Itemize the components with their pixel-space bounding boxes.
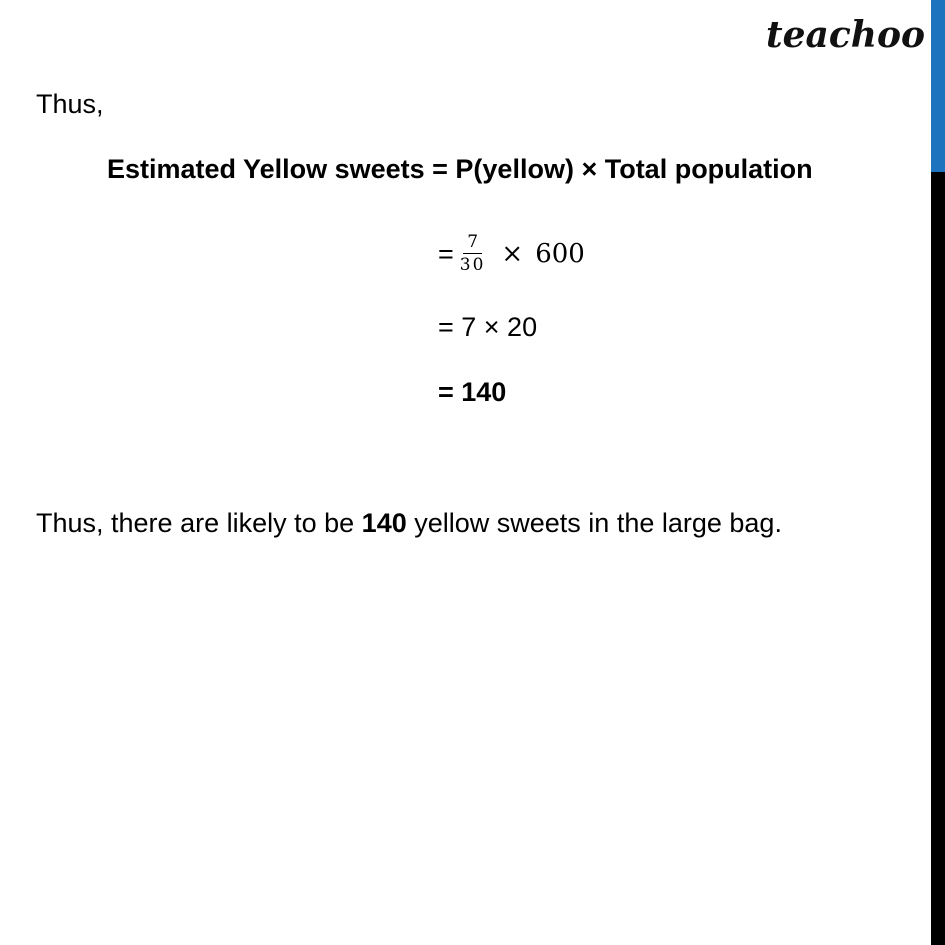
fraction-denominator: 30 <box>459 255 486 275</box>
equals-sign: = <box>438 238 454 269</box>
side-accent <box>931 0 945 172</box>
conclusion-text <box>36 507 782 539</box>
conclusion-value: 140 <box>361 508 407 538</box>
times-operator: × <box>501 238 524 269</box>
conclusion-before: Thus, there are likely to be <box>36 508 362 538</box>
teachoo-logo: teachoo <box>766 14 925 56</box>
step-multiply: = 7 × 20 <box>438 312 538 342</box>
step-fraction <box>438 232 585 275</box>
formula-heading: Estimated Yellow sweets = P(yellow) × Total population <box>107 154 813 184</box>
intro-text: Thus, <box>36 89 104 119</box>
conclusion-after: yellow sweets in the large bag. <box>406 508 782 538</box>
step-result: = 140 <box>438 377 507 407</box>
fraction-numerator: 7 <box>463 232 482 254</box>
fraction <box>460 232 486 275</box>
operand-value: 600 <box>535 238 585 269</box>
